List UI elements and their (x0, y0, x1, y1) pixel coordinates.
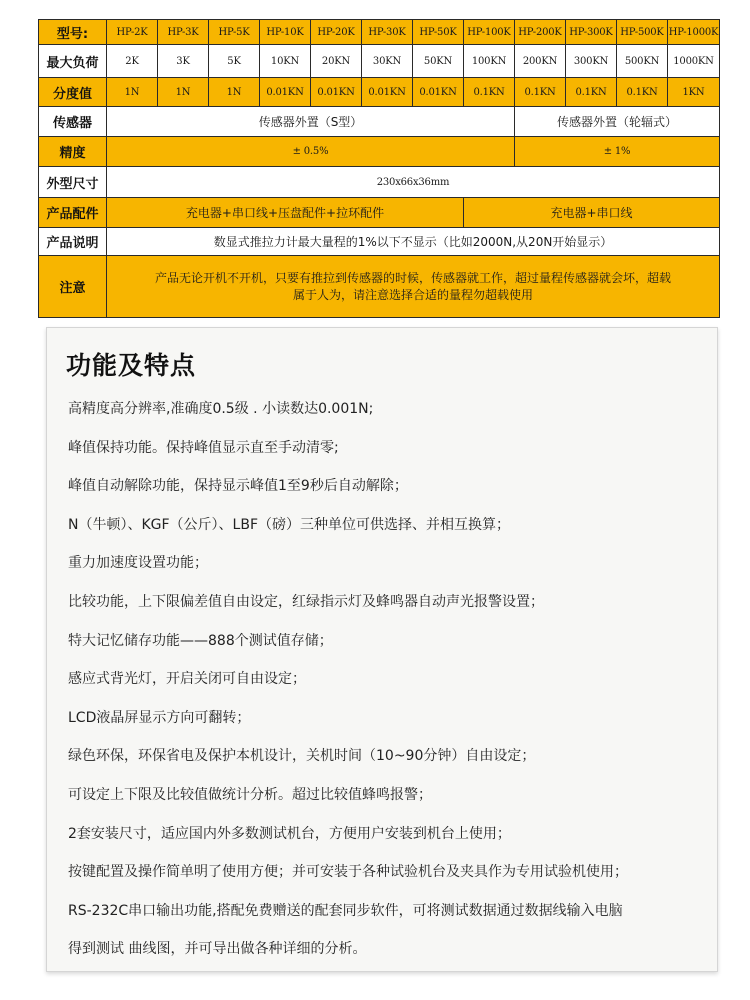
notice-value: 产品无论开机不开机，只要有推拉到传感器的时候，传感器就工作，超过量程传感器就会坏，超载属于人为，请注意选择合适的量程勿超载使用 (107, 256, 720, 318)
division-cell: 1KN (668, 78, 720, 107)
max-load-cell: 300KN (566, 45, 617, 78)
division-cell: 0.1KN (515, 78, 566, 107)
division-cell: 0.01KN (413, 78, 464, 107)
row-label-model: 型号: (39, 20, 107, 45)
feature-item: 比较功能，上下限偏差值自由设定，红绿指示灯及蜂鸣器自动声光报警设置； (68, 593, 544, 610)
division-cell: 0.01KN (260, 78, 311, 107)
features-panel (46, 327, 718, 972)
division-cell: 1N (107, 78, 158, 107)
max-load-cell: 2K (107, 45, 158, 78)
row-label-sensor: 传感器 (39, 107, 107, 137)
row-dimensions (39, 167, 720, 198)
features-list (68, 397, 713, 976)
model-cell: HP-100K (464, 20, 515, 45)
feature-item: 2套安装尺寸，适应国内外多数测试机台，方便用户安装到机台上使用； (68, 825, 511, 842)
row-label-max-load: 最大负荷 (39, 45, 107, 78)
max-load-cell: 10KN (260, 45, 311, 78)
row-max-load (39, 45, 720, 78)
accuracy-left: ± 0.5% (107, 137, 515, 167)
feature-item: RS-232C串口输出功能,搭配免费赠送的配套同步软件，可将测试数据通过数据线输入电脑 (68, 902, 623, 919)
row-sensor (39, 107, 720, 137)
accuracy-right: ± 1% (515, 137, 720, 167)
feature-item: 得到测试 曲线图，并可导出做各种详细的分析。 (68, 941, 367, 958)
max-load-cell: 3K (158, 45, 209, 78)
feature-item: 绿色环保，环保省电及保护本机设计，关机时间（10~90分钟）自由设定； (68, 748, 536, 765)
row-label-dimensions: 外型尺寸 (39, 167, 107, 198)
division-cell: 0.01KN (311, 78, 362, 107)
model-cell: HP-200K (515, 20, 566, 45)
feature-item: 峰值自动解除功能，保持显示峰值1至9秒后自动解除； (68, 478, 408, 495)
sensor-s-type: 传感器外置（S型） (107, 107, 515, 137)
row-model (39, 20, 720, 45)
row-label-accuracy: 精度 (39, 137, 107, 167)
features-title: 功能及特点 (66, 351, 197, 380)
feature-item: 特大记忆储存功能——888个测试值存储； (68, 632, 333, 649)
dimensions-value: 230x66x36mm (107, 167, 720, 198)
row-accessories (39, 198, 720, 228)
model-cell: HP-1000K (668, 20, 720, 45)
max-load-cell: 1000KN (668, 45, 720, 78)
row-accuracy (39, 137, 720, 167)
max-load-cell: 50KN (413, 45, 464, 78)
feature-item: LCD液晶屏显示方向可翻转； (68, 709, 251, 726)
division-cell: 0.01KN (362, 78, 413, 107)
division-cell: 0.1KN (617, 78, 668, 107)
model-cell: HP-2K (107, 20, 158, 45)
model-cell: HP-300K (566, 20, 617, 45)
row-description (39, 228, 720, 256)
division-cell: 0.1KN (464, 78, 515, 107)
feature-item: N（牛顿）、KGF（公斤）、LBF（磅）三种单位可供选择、并相互换算； (68, 516, 511, 533)
max-load-cell: 30KN (362, 45, 413, 78)
model-cell: HP-20K (311, 20, 362, 45)
division-cell: 0.1KN (566, 78, 617, 107)
row-notice (39, 256, 720, 318)
model-cell: HP-50K (413, 20, 464, 45)
row-label-division: 分度值 (39, 78, 107, 107)
sensor-spoke-type: 传感器外置（轮辐式） (515, 107, 720, 137)
accessories-left: 充电器+串口线+压盘配件+拉环配件 (107, 198, 464, 228)
max-load-cell: 100KN (464, 45, 515, 78)
feature-item: 感应式背光灯，开启关闭可自由设定； (68, 671, 306, 688)
max-load-cell: 200KN (515, 45, 566, 78)
model-cell: HP-10K (260, 20, 311, 45)
row-label-accessories: 产品配件 (39, 198, 107, 228)
feature-item: 按键配置及操作简单明了使用方便；并可安装于各种试验机台及夹具作为专用试验机使用； (68, 864, 628, 881)
max-load-cell: 500KN (617, 45, 668, 78)
feature-item: 高精度高分辨率,准确度0.5级 . 小读数达0.001N; (68, 401, 374, 417)
accessories-right: 充电器+串口线 (464, 198, 720, 228)
spec-table (38, 19, 720, 318)
feature-item: 峰值保持功能。保持峰值显示直至手动清零; (68, 439, 339, 456)
feature-item: 重力加速度设置功能； (68, 555, 208, 572)
max-load-cell: 5K (209, 45, 260, 78)
division-cell: 1N (209, 78, 260, 107)
division-cell: 1N (158, 78, 209, 107)
model-cell: HP-500K (617, 20, 668, 45)
row-label-notice: 注意 (39, 256, 107, 318)
model-cell: HP-5K (209, 20, 260, 45)
feature-item: 可设定上下限及比较值做统计分析。超过比较值蜂鸣报警； (68, 786, 432, 803)
row-division (39, 78, 720, 107)
max-load-cell: 20KN (311, 45, 362, 78)
model-cell: HP-3K (158, 20, 209, 45)
model-cell: HP-30K (362, 20, 413, 45)
description-value: 数显式推拉力计最大量程的1%以下不显示（比如2000N,从20N开始显示） (107, 228, 720, 256)
row-label-description: 产品说明 (39, 228, 107, 256)
